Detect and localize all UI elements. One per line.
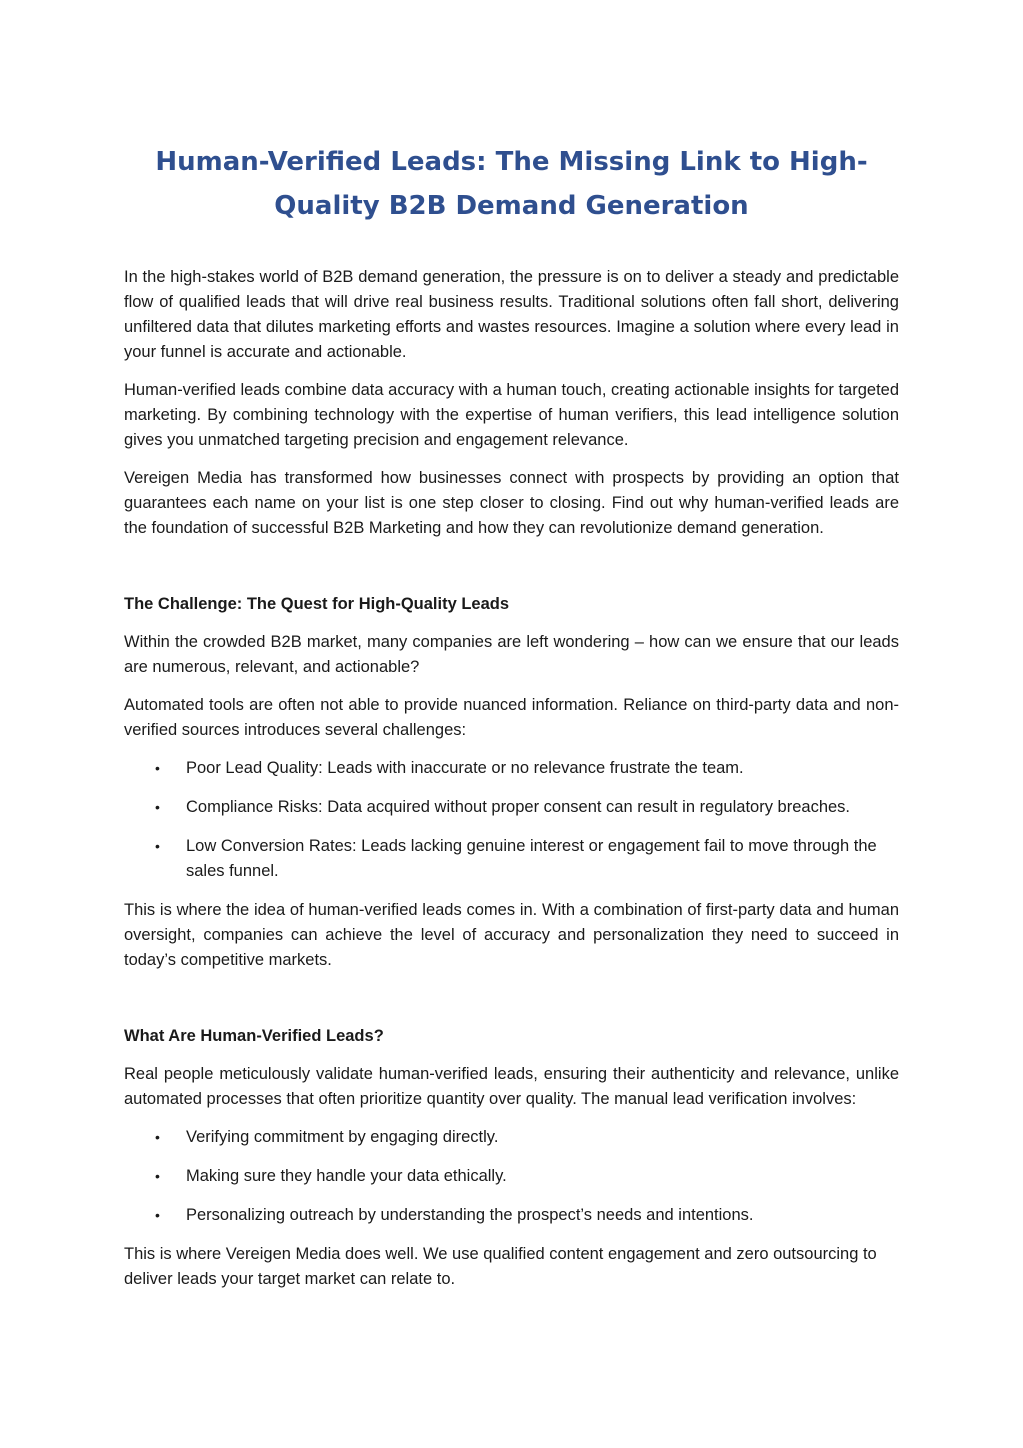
list-item: [124, 1125, 899, 1150]
challenge-paragraph-2: Automated tools are often not able to provide nuanced information. Reliance on third-party data and non-verified sources introduces several challenges:: [124, 696, 899, 739]
intro-paragraph-1: In the high-stakes world of B2B demand generation, the pressure is on to deliver a steady and predictable flow of qualified leads that will drive real business results. Traditional solutions often fall short, delivering unfiltered data that dilutes marketing efforts and wastes resources. Imagine a solution where every lead in your funnel is accurate and actionable.: [124, 268, 899, 361]
list-item-text: Compliance Risks: Data acquired without proper consent can result in regulatory breaches.: [186, 798, 851, 816]
what-heading: What Are Human-Verified Leads?: [124, 1027, 384, 1045]
challenge-list: [124, 756, 899, 884]
list-item: [124, 1203, 899, 1228]
bullet-icon: •: [155, 1129, 160, 1145]
list-item-text: Personalizing outreach by understanding the prospect’s needs and intentions.: [186, 1206, 754, 1224]
list-item-text: Making sure they handle your data ethically.: [186, 1167, 507, 1185]
list-item-text: Poor Lead Quality: Leads with inaccurate or no relevance frustrate the team.: [186, 759, 744, 777]
bullet-icon: •: [155, 799, 160, 815]
intro-paragraph-2: Human-verified leads combine data accuracy with a human touch, creating actionable insights for targeted marketing. By combining technology with the expertise of human verifiers, this lead intelligence solution gives you unmatched targeting precision and engagement relevance.: [124, 381, 900, 449]
list-item: [124, 756, 899, 781]
what-list: [124, 1125, 899, 1228]
challenge-heading: The Challenge: The Quest for High-Quality Leads: [124, 595, 510, 613]
bullet-icon: •: [155, 838, 160, 854]
list-item-text: Verifying commitment by engaging directly.: [186, 1128, 499, 1146]
list-item: [124, 1164, 899, 1189]
document-body: [124, 265, 899, 1305]
list-item-text: Low Conversion Rates: Leads lacking genuine interest or engagement fail to move through the sales funnel.: [186, 837, 877, 880]
bullet-icon: •: [155, 760, 160, 776]
bullet-icon: •: [155, 1168, 160, 1184]
page-title: Human-Verified Leads: The Missing Link to High-Quality B2B Demand Generation: [155, 147, 868, 221]
intro-paragraph-3: Vereigen Media has transformed how businesses connect with prospects by providing an option that guarantees each name on your list is one step closer to closing. Find out why human-verified leads are the foundation of successful B2B Marketing and how they can revolutionize demand generation.: [124, 469, 899, 537]
challenge-paragraph-1: Within the crowded B2B market, many companies are left wondering – how can we ensure that our leads are numerous, relevant, and actionable?: [124, 633, 899, 676]
what-paragraph-2: This is where Vereigen Media does well. We use qualified content engagement and zero outsourcing to deliver leads your target market can relate to.: [124, 1245, 877, 1288]
challenge-paragraph-3: This is where the idea of human-verified leads comes in. With a combination of first-party data and human oversight, companies can achieve the level of accuracy and personalization they need to succeed in today’s competitive markets.: [124, 901, 899, 969]
list-item: [124, 834, 899, 884]
what-paragraph-1: Real people meticulously validate human-verified leads, ensuring their authenticity and relevance, unlike automated processes that often prioritize quantity over quality. The manual lead verification involves:: [124, 1065, 899, 1108]
list-item: [124, 795, 899, 820]
bullet-icon: •: [155, 1207, 160, 1223]
